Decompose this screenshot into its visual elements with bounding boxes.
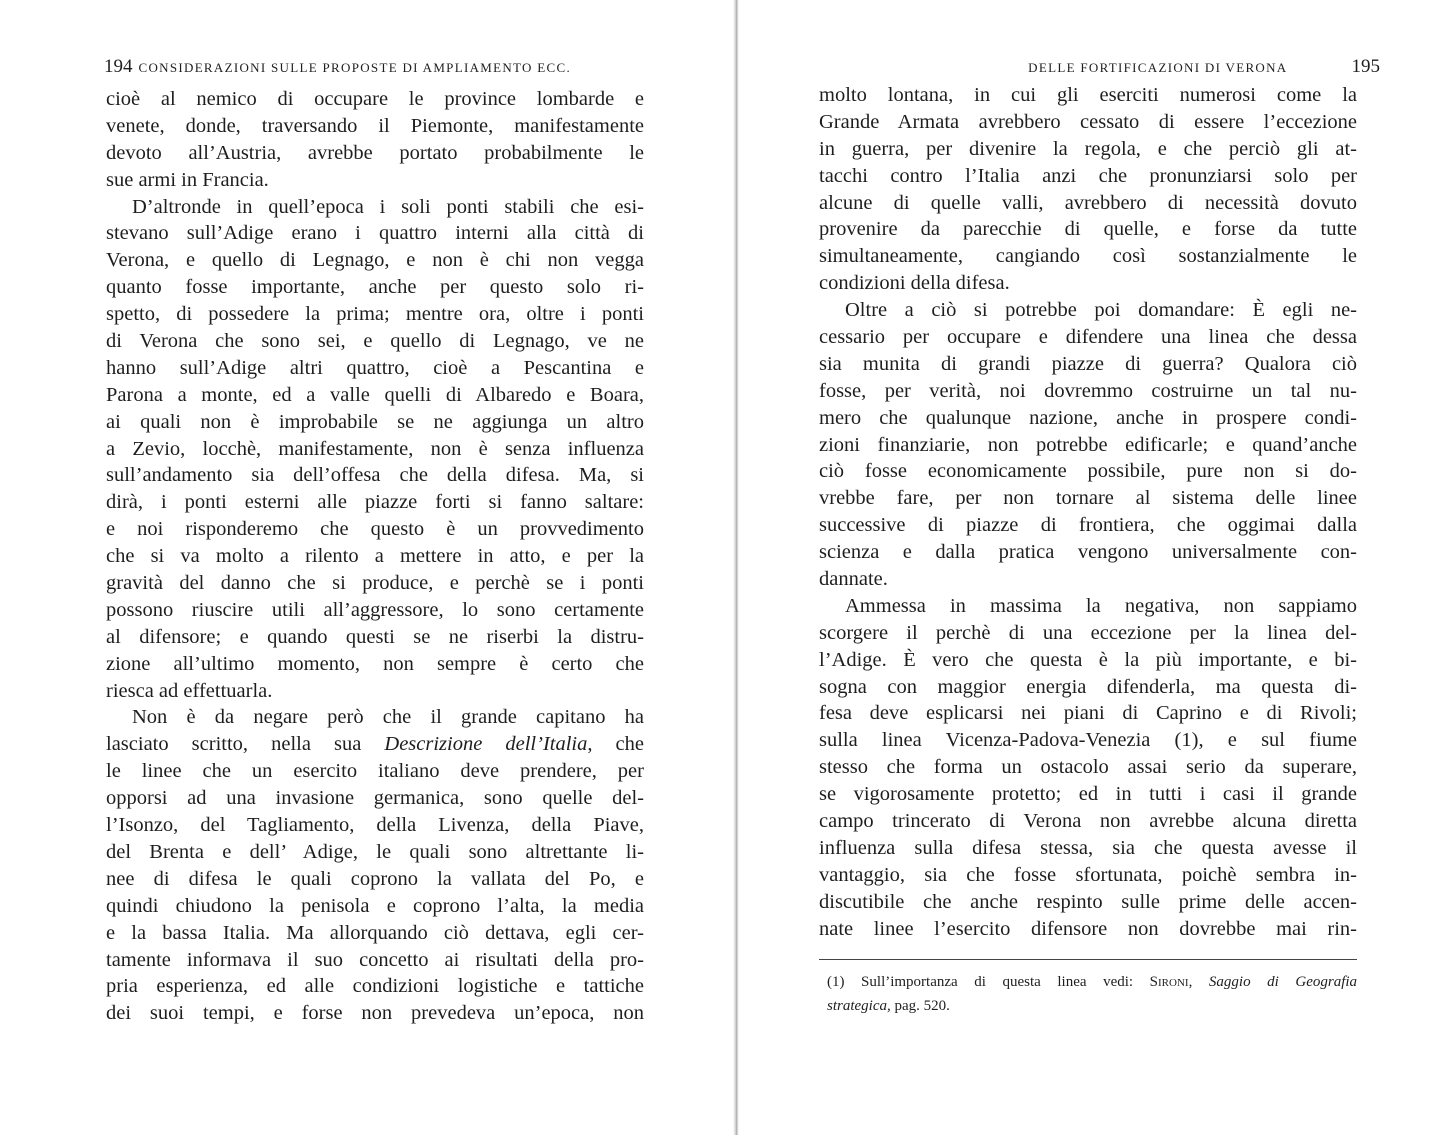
footnote-line [827, 970, 1357, 994]
text-line: che si va molto a rilento a mettere in atto, e per la [106, 545, 644, 568]
text-line: vantaggio, sia che fosse sfortunata, poichè sembra in- [819, 863, 1357, 886]
footnote-author: Sironi, [1149, 974, 1193, 990]
text-line: zione all’ultimo momento, non sempre è certo che [106, 652, 644, 675]
footnote-line [827, 994, 1357, 1018]
text-line-with-italic [106, 731, 644, 758]
left-page-text [106, 86, 644, 1027]
text-line: alcune di quelle valli, avrebbero di necessità dovuto [819, 191, 1357, 214]
text-line: successive di piazze di frontiera, che oggimai dalla [819, 514, 1357, 537]
text-line: sull’andamento sia dell’offesa che della difesa. Ma, si [106, 464, 644, 487]
footnote-title: Saggio di Geografia [1208, 974, 1357, 990]
running-head-left [104, 56, 644, 80]
page-number-right: 195 [1351, 56, 1380, 77]
text-line: l’Isonzo, del Tagliamento, della Livenza, della Piave, [106, 814, 644, 837]
text-line: mero che qualunque nazione, anche in prospere condi- [819, 406, 1357, 429]
text-line: a Zevio, locchè, manifestamente, non è senza influenza [106, 437, 644, 460]
text-line: spetto, di possedere la prima; mentre ora, oltre i ponti [106, 303, 644, 326]
running-head-right [944, 56, 1380, 80]
line-text: , che [587, 733, 644, 756]
text-line: e la bassa Italia. Ma allorquando ciò dettava, egli cer- [106, 921, 644, 944]
text-line: venete, donde, traversando il Piemonte, manifestamente [106, 114, 644, 137]
text-line: sulla linea Vicenza-Padova-Venezia (1), e sul fiume [819, 729, 1357, 752]
text-line: campo trincerato di Verona non avrebbe alcuna diretta [819, 810, 1357, 833]
text-line: e noi risponderemo che questo è un provvedimento [106, 518, 644, 541]
text-line: simultaneamente, cangiando così sostanzialmente le [819, 245, 1357, 268]
italic-book-title: Descrizione dell’Italia [384, 733, 588, 756]
text-line: possono riuscire utili all’aggressore, lo sono certamente [106, 598, 644, 621]
text-line: del Brenta e dell’ Adige, le quali sono altrettante li- [106, 840, 644, 863]
text-line: sogna con maggior energia difenderla, ma questa di- [819, 675, 1357, 698]
text-line: quindi chiudono la penisola e coprono l’alta, la media [106, 894, 644, 917]
text-line: vrebbe fare, per non tornare al sistema delle linee [819, 487, 1357, 510]
running-head-text-right: DELLE FORTIFICAZIONI DI VERONA [1028, 60, 1288, 75]
text-line: molto lontana, in cui gli eserciti numerosi come la [819, 84, 1357, 106]
text-line: sia munita di grandi piazze di guerra? Qualora ciò [819, 352, 1357, 375]
text-line: ciò fosse economicamente possibile, pure non si do- [819, 460, 1357, 483]
text-line: nee di difesa le quali coprono la vallata del Po, e [106, 867, 644, 890]
paragraph-start-line: Oltre a ciò si potrebbe poi domandare: È egli ne- [845, 299, 1357, 322]
text-line: Verona, e quello di Legnago, e non è chi non vegga [106, 249, 644, 272]
line-text: lasciato scritto, nella sua [106, 733, 362, 756]
text-line: ai quali non è improbabile se ne aggiunga un altro [106, 410, 644, 433]
text-line: fosse, per verità, noi dovremmo costruirne un tal nu- [819, 379, 1357, 402]
text-line: al difensore; e quando questi se ne riserbi la distru- [106, 625, 644, 648]
text-line: cioè al nemico di occupare le province lombarde e [106, 88, 644, 110]
text-line: devoto all’Austria, avrebbe portato probabilmente le [106, 141, 644, 164]
paragraph-start-line: Ammessa in massima la negativa, non sappiamo [845, 594, 1357, 617]
footnote-rule [819, 959, 1357, 960]
text-line: quanto fosse importante, anche per questo solo ri- [106, 276, 644, 299]
text-line: dei suoi tempi, e forse non prevedeva un’epoca, non [106, 1002, 644, 1025]
text-line: pria esperienza, ed alle condizioni logistiche e tattiche [106, 975, 644, 998]
text-line: hanno sull’Adige altri quattro, cioè a Pescantina e [106, 356, 644, 379]
text-line: opporsi ad una invasione germanica, sono quelle del- [106, 787, 644, 810]
text-line: se vigorosamente protetto; ed in tutti i casi il grande [819, 783, 1357, 806]
paragraph-start-line: D’altronde in quell’epoca i soli ponti stabili che esi- [132, 195, 644, 218]
text-line: riesca ad effettuarla. [106, 679, 273, 702]
text-line: dirà, i ponti esterni alle piazze forti si fanno saltare: [106, 491, 644, 514]
footnote-page-ref: pag. 520. [894, 998, 950, 1014]
text-line: nate linee l’esercito difensore non dovrebbe mai rin- [819, 917, 1357, 940]
right-page-text [819, 82, 1357, 943]
text-line: sue armi in Francia. [106, 168, 269, 191]
text-line: Grande Armata avrebbero cessato di essere l’eccezione [819, 110, 1357, 133]
text-line: tacchi contro l’Italia anzi che pronunziarsi solo per [819, 164, 1357, 187]
footnote-title-cont: strategica, [827, 998, 891, 1014]
text-line: influenza sulla difesa stessa, sia che questa avesse il [819, 836, 1357, 859]
text-line: le linee che un esercito italiano deve prendere, per [106, 760, 644, 783]
text-line: zioni finanziarie, non potrebbe edificarle; e quand’anche [819, 433, 1357, 456]
text-line: stevano sull’Adige erano i quattro interni alla città di [106, 222, 644, 245]
text-line: di Verona che sono sei, e quello di Legnago, ve ne [106, 330, 644, 353]
text-line: tamente informava il suo concetto ai risultati della pro- [106, 948, 644, 971]
text-line: discutibile che anche respinto sulle prime delle accen- [819, 890, 1357, 913]
text-line: condizioni della difesa. [819, 272, 1010, 295]
text-line: scorgere il perchè di una eccezione per la linea del- [819, 621, 1357, 644]
page-number-left: 194 [104, 56, 133, 77]
right-page [739, 0, 1450, 1135]
text-line: provenire da parecchie di quelle, e forse da tutte [819, 218, 1357, 241]
footnote [827, 970, 1357, 1018]
text-line: cessario per occupare e difendere una linea che dessa [819, 326, 1357, 349]
text-line: scienza e dalla pratica vengono universalmente con- [819, 541, 1357, 564]
text-line: in guerra, per divenire la regola, e che perciò gli at- [819, 137, 1357, 160]
footnote-prefix: (1) Sull’importanza di questa linea vedi: [827, 974, 1134, 990]
text-line: gravità del danno che si produce, e perchè se i ponti [106, 572, 644, 595]
text-line: l’Adige. È vero che questa è la più importante, e bi- [819, 648, 1357, 671]
text-line: fesa deve esplicarsi nei piani di Caprino e di Rivoli; [819, 702, 1357, 725]
text-line: dannate. [819, 568, 888, 591]
paragraph-start-line: Non è da negare però che il grande capitano ha [132, 706, 644, 729]
running-head-text-left: CONSIDERAZIONI SULLE PROPOSTE DI AMPLIAMENTO ECC. [138, 60, 572, 75]
text-line: Parona a monte, ed a valle quelli di Albaredo e Boara, [106, 383, 644, 406]
text-line: stesso che forma un ostacolo assai serio da superare, [819, 756, 1357, 779]
